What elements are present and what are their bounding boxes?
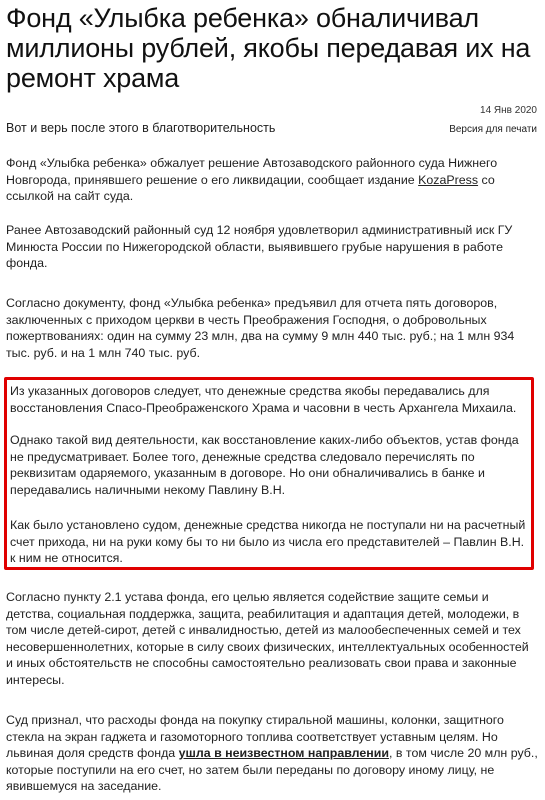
paragraph-2: Ранее Автозаводский районный суд 12 ноября удовлетворил административный иск ГУ Минюста России по Нижегородской области, выявившего грубые нарушения в работе фонда.	[6, 223, 513, 270]
highlight-paragraph-3: Как было установлено судом, денежные средства никогда не поступали ни на расчетный счет прихода, ни на руки кому бы то ни было из числа его представителей – Павлин В.Н. к ним не относится.	[10, 518, 526, 565]
unknown-direction-link[interactable]: ушла в неизвестном направлении	[178, 746, 390, 760]
paragraph-3: Согласно документу, фонд «Улыбка ребенка» предъявил для отчета пять договоров, заключенных с приходом церкви в честь Преображения Господня, о добровольных пожертвованиях: один на сумму 23 млн, два на сумму 9 млн 440 тыс. руб.; на 1 млн 934 тыс. руб. и на 1 млн 740 тыс. руб.	[6, 296, 515, 360]
paragraph-5: Согласно пункту 2.1 устава фонда, его целью является содействие защите семьи и детства, социальная поддержка, защита, реабилитация и адаптация детей, молодежи, в том числе детей-сирот, детей с инвалидностью, детей из малообеспеченных семей и тех несовершеннолетних, которые в силу своих физических, интеллектуальных особенностей и иных обстоятельств не способны самостоятельно реализовать свои права и законные интересы.	[6, 590, 529, 687]
paragraph-6-text-after: , в том числе 20 млн руб., которые поступили на его счет, но затем были переданы по договору иному лицу, не явившемуся на заседание.	[6, 746, 538, 793]
paragraph-1-text-after: со ссылкой на сайт суда.	[6, 172, 495, 203]
paragraph-1-text-before: Фонд «Улыбка ребенка» обжалует решение Автозаводского районного суда Нижнего Новгорода, принявшего решение о его ликвидации, сообщает издание	[6, 156, 498, 187]
kozapress-link[interactable]: KozaPress	[418, 172, 479, 187]
highlight-paragraph-1: Из указанных договоров следует, что денежные средства якобы передавались для восстановления Спасо-Преображенского Храма и часовни в честь Архангела Михаила.	[10, 384, 517, 415]
highlighted-quote-box	[4, 377, 534, 570]
highlight-paragraph-2: Однако такой вид деятельности, как восстановление каких-либо объектов, устав фонда не предусматривает. Более того, денежные средства следовало перечислять по реквизитам одаряемого, указанным в договоре. Но они обналичивались в банке и передавались наличными некому Павлину В.Н.	[10, 433, 519, 497]
paragraph-1	[6, 155, 538, 205]
paragraph-6	[6, 712, 538, 795]
article-lead: Вот и верь после этого в благотворительность	[6, 121, 276, 135]
article-title: Фонд «Улыбка ребенка» обналичивал миллионы рублей, якобы передавая их на ремонт храма	[6, 3, 531, 93]
article-date: 14 Янв 2020	[480, 105, 537, 116]
print-version-link[interactable]: Версия для печати	[449, 124, 537, 135]
paragraph-6-text-before: Суд признал, что расходы фонда на покупку стиральной машины, колонки, защитного стекла на экран гаджета и газомоторного топлива соответствует уставным целям. Но львиная доля средств фонда	[6, 713, 504, 760]
